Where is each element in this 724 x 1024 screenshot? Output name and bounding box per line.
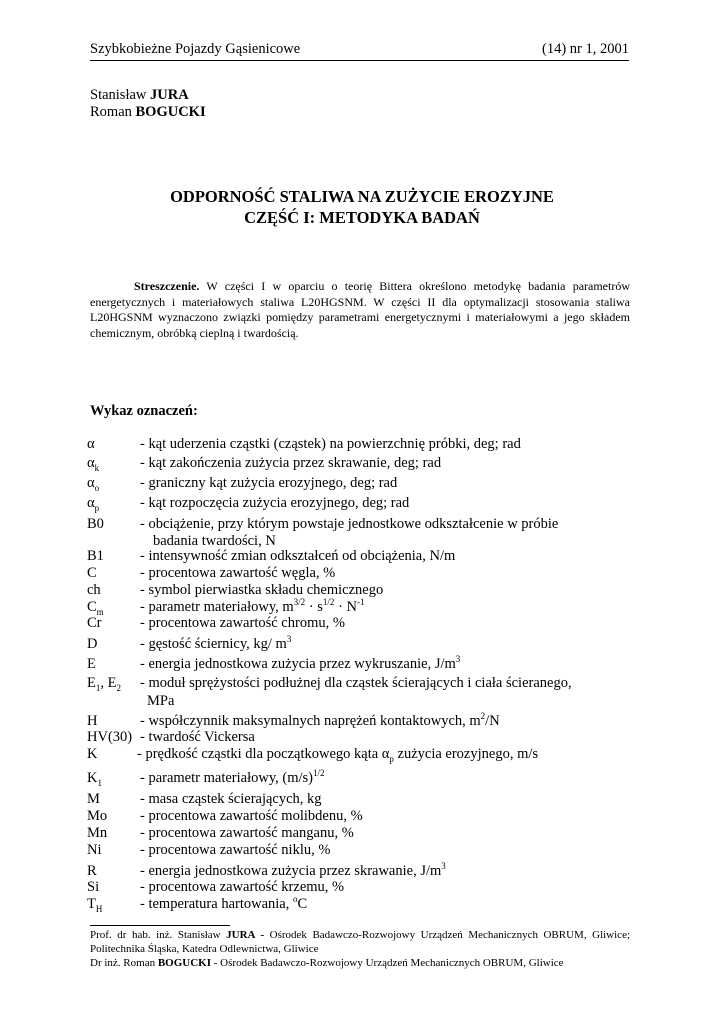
author-1: Stanisław JURA [90, 87, 189, 103]
abstract-text: W części I w oparciu o teorię Bittera określono metodykę badania parametrów energetycznych i materiałowych staliwa L20HGSNM. W części II dla optymalizacji stosowania staliwa L20HGSNM wyznaczono związki pomiędzy parametrami energetycznymi i materiałowymi a jego składem chemicznym, obróbką cieplną i twardością. [90, 279, 630, 340]
title-line-1: ODPORNOŚĆ STALIWA NA ZUŻYCIE EROZYJNE [170, 187, 554, 206]
running-header [90, 40, 629, 61]
footnote-author-2: Dr inż. Roman BOGUCKI - Ośrodek Badawczo-Rozwojowy Urządzeń Mechanicznych OBRUM, Gliwice [90, 957, 564, 969]
abstract [90, 279, 630, 341]
footnote-rule [90, 925, 230, 926]
symbols-heading: Wykaz oznaczeń: [90, 403, 198, 419]
title-line-2: CZĘŚĆ I: METODYKA BADAŃ [244, 208, 480, 227]
author-2: Roman BOGUCKI [90, 104, 206, 120]
paper-title [0, 186, 724, 228]
footnote [90, 928, 630, 970]
abstract-label: Streszczenie. [134, 279, 200, 293]
issue-number: (14) nr 1, 2001 [542, 41, 629, 57]
authors [90, 87, 206, 121]
journal-name: Szybkobieżne Pojazdy Gąsienicowe [90, 41, 301, 57]
footnote-author-1: Prof. dr hab. inż. Stanisław JURA - Ośrodek Badawczo-Rozwojowy Urządzeń Mechanicznych OBRUM, Gliwice; Politechnika Śląska, Katedra Odlewnictwa, Gliwice [90, 929, 631, 955]
